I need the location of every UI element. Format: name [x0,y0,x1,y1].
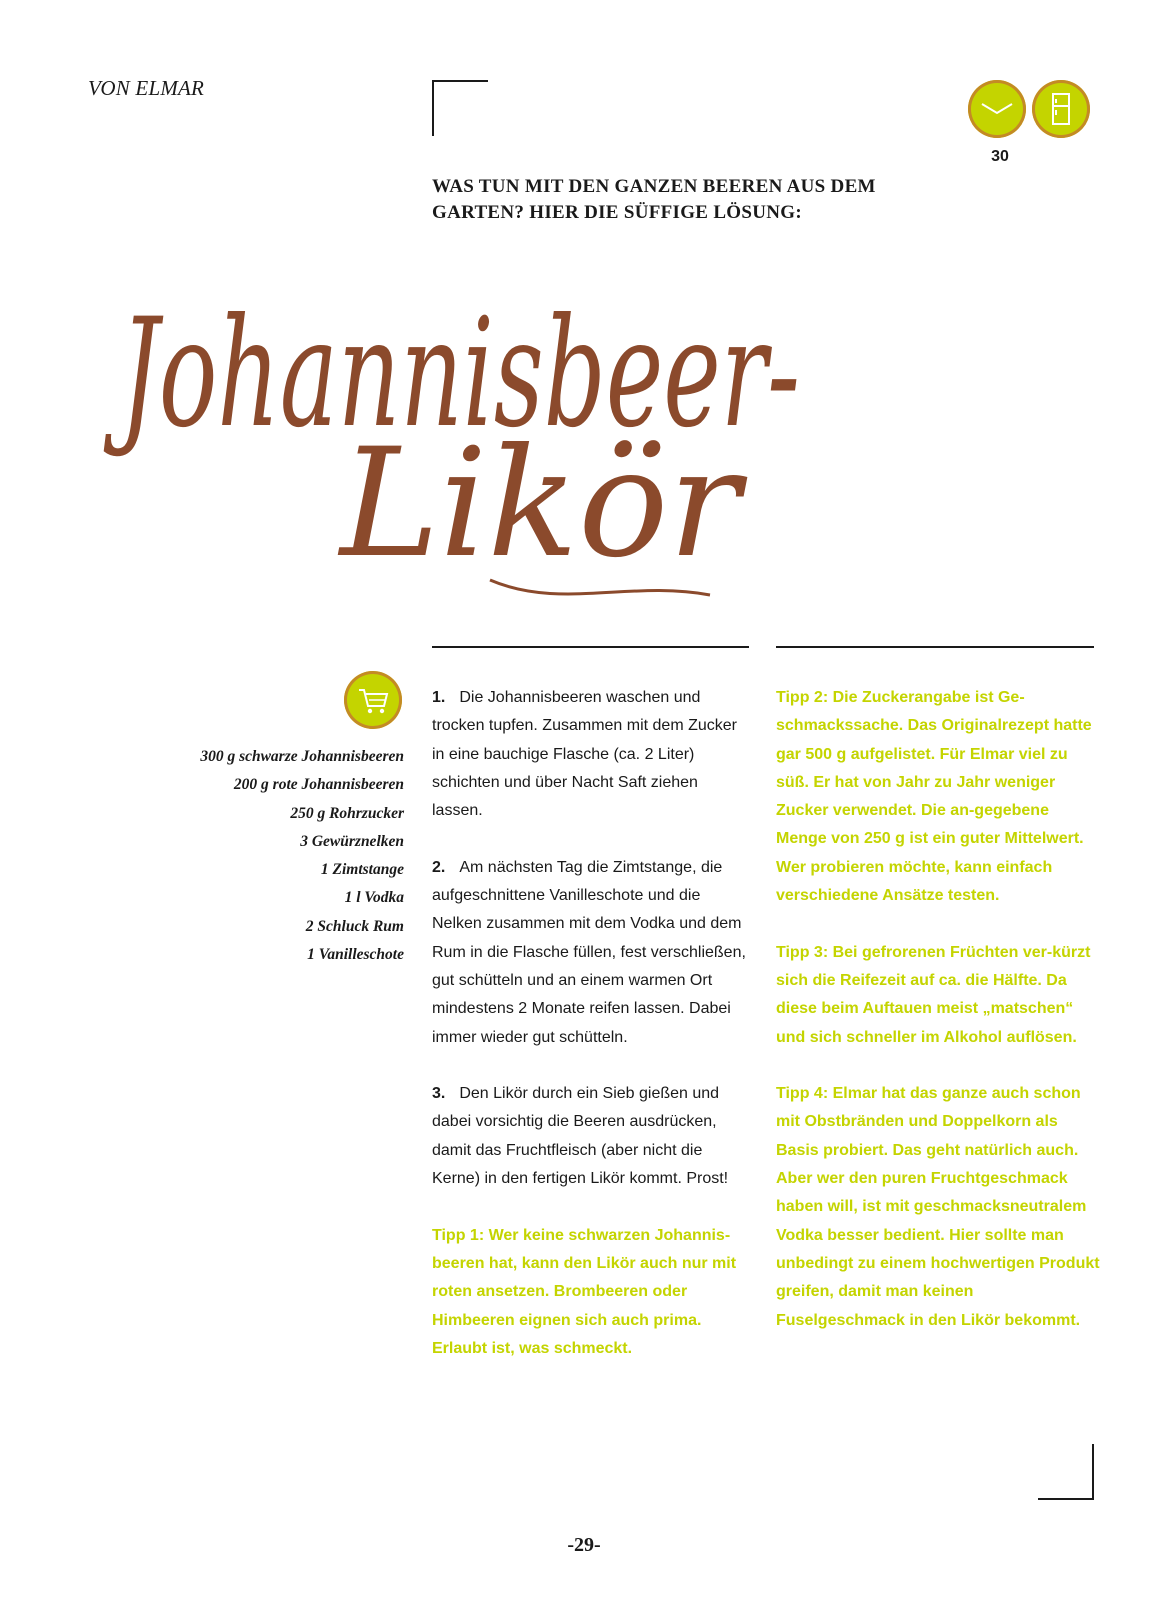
recipe-title [103,250,810,630]
title-line-1: Johannisbeer- [103,287,801,461]
column-rule-right [776,646,1094,648]
instructions-column [432,684,752,1391]
tips-column [776,684,1101,1363]
step-text: Die Johannisbeeren waschen und trocken tupfen. Zusammen mit dem Zucker in eine bauchige Flasche (ca. 2 Liter) schichten und über Nacht Saft ziehen lassen. [432,689,737,820]
tip-1: Tipp 1: Wer keine schwarzen Johannis-beeren hat, kann den Likör auch nur mit roten ansetzen. Brombeeren oder Himbeeren eignen sich auch prima. Erlaubt ist, was schmeckt. [432,1226,737,1357]
ingredient-item: 1 l Vodka [344,889,404,907]
fridge-icon [1032,80,1090,138]
ingredient-item: 1 Vanilleschote [307,946,404,964]
step-text: Am nächsten Tag die Zimtstange, die aufgeschnittene Vanilleschote und die Nelken zusammen mit dem Vodka und dem Rum in die Flasche füllen, fest verschließen, gut schütteln und an einem warmen Ort mindestens 2 Monate reifen lassen. Dabei immer wieder gut schütteln. [432,858,746,1046]
ingredient-item: 200 g rote Johannisbeeren [233,776,404,794]
title-line-2: Likör [337,417,749,591]
ingredient-item: 1 Zimtstange [320,861,404,879]
column-rule-left [432,646,749,648]
ingredient-item: 3 Gewürznelken [300,832,404,850]
ingredient-list [150,743,404,969]
step-3 [432,1080,752,1193]
step-number: 3. [432,1085,446,1103]
shopping-cart-icon [344,671,402,729]
clock-icon [968,80,1026,138]
step-number: 2. [432,858,446,876]
page-number: -29- [567,1534,601,1556]
step-1 [432,684,752,825]
tip-4: Tipp 4: Elmar hat das ganze auch schon mit Obstbränden und Doppelkorn als Basis probiert. Das geht natürlich auch. Aber wer den puren Fruchtgeschmack haben will, ist mit geschmacksneutralem Vodka besser bedient. Hier sollte man unbedingt zu einem hochwertigen Produkt greifen, damit man keinen Fuselgeschmack in den Likör bekommt. [776,1085,1100,1329]
step-text: Den Likör durch ein Sieb gießen und dabei vorsichtig die Beeren ausdrücken, damit das Fruchtfleisch (aber nicht die Kerne) in den fertigen Likör kommt. Prost! [432,1085,729,1188]
subtitle: WAS TUN MIT DEN GANZEN BEEREN AUS DEM GARTEN? HIER DIE SÜFFIGE LÖSUNG: [432,176,876,223]
ingredient-item: 300 g schwarze Johannisbeeren [200,748,404,765]
author-byline: VON ELMAR [88,76,205,100]
ingredient-item: 2 Schluck Rum [305,917,404,935]
ingredient-item: 250 g Rohrzucker [290,804,404,822]
tip-3: Tipp 3: Bei gefrorenen Früchten ver-kürzt sich die Reifezeit auf ca. die Hälfte. Da diese beim Auftauen meist „matschen“ und sich schneller im Alkohol auflösen. [776,943,1091,1046]
tip-2: Tipp 2: Die Zuckerangabe ist Ge-schmackssache. Das Originalrezept hatte gar 500 g aufgelistet. Für Elmar viel zu süß. Er hat von Jahr zu Jahr weniger Zucker verwendet. Die an-gegebene Menge von 250 g ist ein guter Mittelwert. Wer probieren möchte, kann einfach verschiedene Ansätze testen. [776,689,1092,905]
step-number: 1. [432,689,446,706]
preparation-minutes: 30 [991,148,1009,165]
step-2 [432,854,752,1052]
corner-mark-top-left [432,80,488,136]
corner-mark-bottom-right [1038,1444,1094,1500]
